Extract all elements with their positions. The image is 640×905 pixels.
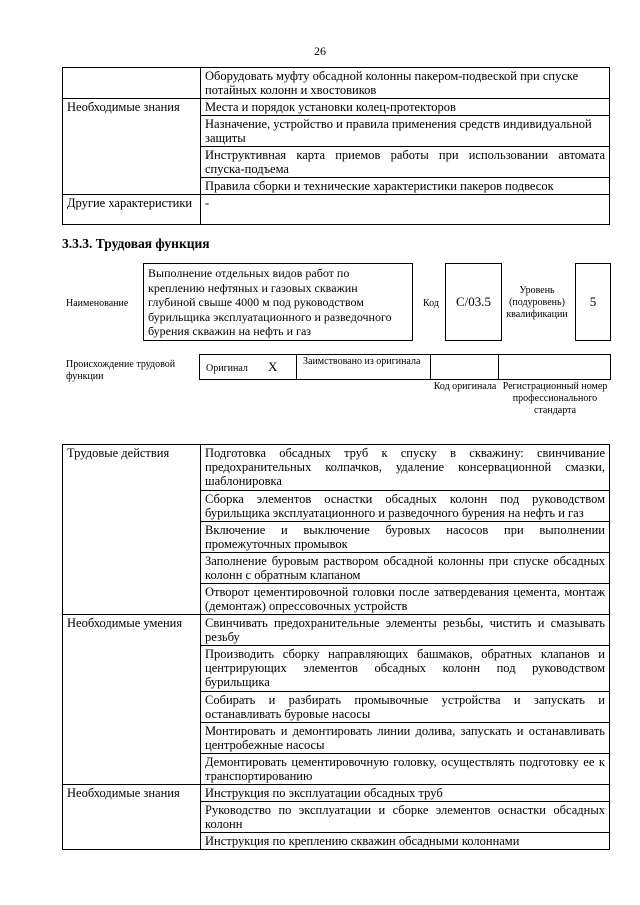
table-row — [63, 785, 610, 802]
top-requirements-table — [62, 67, 610, 225]
page-number: 26 — [314, 44, 326, 58]
skill-cell: Монтировать и демонтировать линии долива, запускать и останавливать центробежные насосы — [201, 723, 610, 754]
code-box — [445, 263, 502, 341]
cell-divider — [430, 355, 431, 379]
skill-cell: Оборудовать муфту обсадной колонны пакером-подвеской при спуске потайных колонн и хвостовиков — [201, 68, 610, 99]
table-row — [63, 445, 610, 491]
knowledge-cell: Правила сборки и технические характеристики пакеров подвесок — [201, 178, 610, 195]
knowledge-cell: Инструкция по эксплуатации обсадных труб — [201, 785, 610, 802]
knowledge-label: Необходимые знания — [63, 99, 201, 195]
code-value: C/03.5 — [455, 294, 492, 309]
level-label: Уровень (подуровень) квалификации — [506, 285, 568, 320]
original-label: Оригинал — [206, 363, 248, 374]
knowledge-label: Необходимые знания — [63, 785, 201, 850]
origin-row — [199, 354, 611, 380]
action-cell: Подготовка обсадных труб к спуску в скважину: свинчивание предохранительных колпачков, удаление консервационной смазки, шаблонировка — [201, 445, 610, 491]
level-box — [575, 263, 611, 341]
knowledge-cell: Инструкция по креплению скважин обсадными колоннами — [201, 833, 610, 850]
knowledge-cell: Руководство по эксплуатации и сборке элементов оснастки обсадных колонн — [201, 802, 610, 833]
action-cell: Сборка элементов оснастки обсадных колонн под руководством бурильщика эксплуатационного и разведочного бурения на нефть и газ — [201, 491, 610, 522]
actions-label: Трудовые действия — [63, 445, 201, 615]
skill-cell: Производить сборку направляющих башмаков, обратных клапанов и центрирующих элементов обсадных колонн под руководством бурильщика — [201, 646, 610, 692]
table-row — [63, 68, 610, 99]
level-value: 5 — [589, 294, 597, 309]
table-row — [63, 99, 610, 116]
borrowed-label: Заимствовано из оригинала — [303, 356, 421, 367]
code-label: Код — [423, 298, 439, 309]
skill-cell: Свинчивать предохранительные элементы резьбы, чистить и смазывать резьбу — [201, 615, 610, 646]
cell-divider — [296, 355, 297, 379]
action-cell: Заполнение буровым раствором обсадной колонны при спуске обсадных колонн с обратным клапаном — [201, 553, 610, 584]
skill-cell: Собирать и разбирать промывочные устройства и запускать и останавливать буровые насосы — [201, 692, 610, 723]
name-label: Наименование — [66, 298, 129, 309]
original-mark: X — [268, 359, 278, 374]
skills-label: Необходимые умения — [63, 615, 201, 785]
section-heading: 3.3.3. Трудовая функция — [62, 236, 210, 251]
reg-caption: Регистрационный номер профессионального стандарта — [502, 381, 608, 416]
action-cell: Включение и выключение буровых насосов при выполнении промежуточных промывок — [201, 522, 610, 553]
function-name-box — [143, 263, 413, 341]
empty-label-cell — [63, 68, 201, 99]
function-name: Выполнение отдельных видов работ по креплению нефтяных и газовых скважин глубиной свыше 4000 м под руководством бурильщика эксплуатационного и разведочного бурения скважин на нефть и газ — [148, 266, 392, 338]
table-row — [63, 195, 610, 225]
main-requirements-table — [62, 444, 610, 850]
action-cell: Отворот цементировочной головки после затвердевания цемента, монтаж (демонтаж) опрессовочных устройств — [201, 584, 610, 615]
other-value: - — [201, 195, 610, 225]
code-caption: Код оригинала — [433, 381, 497, 392]
skill-cell: Демонтировать цементировочную головку, осуществлять подготовку ее к транспортированию — [201, 754, 610, 785]
knowledge-cell: Назначение, устройство и правила применения средств индивидуальной защиты — [201, 116, 610, 147]
table-row — [63, 615, 610, 646]
other-label: Другие характеристики — [63, 195, 201, 225]
origin-label: Происхождение трудовой функции — [66, 359, 176, 382]
knowledge-cell: Места и порядок установки колец-протекторов — [201, 99, 610, 116]
knowledge-cell: Инструктивная карта приемов работы при использовании автомата спуска-подъема — [201, 147, 610, 178]
cell-divider — [498, 355, 499, 379]
